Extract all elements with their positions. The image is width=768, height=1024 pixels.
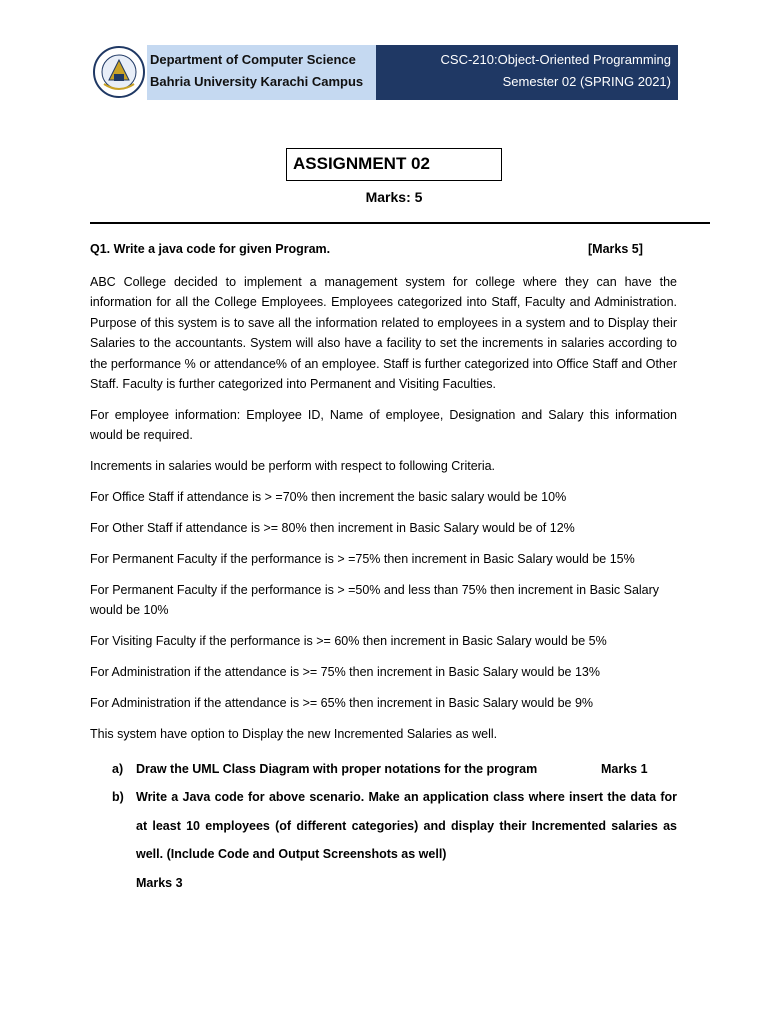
course-name: CSC-210:Object-Oriented Programming bbox=[440, 52, 671, 67]
criteria-administration-75: For Administration if the attendance is >= 75% then increment in Basic Salary would be 13% bbox=[90, 665, 601, 680]
campus-name: Bahria University Karachi Campus bbox=[150, 74, 364, 89]
university-logo bbox=[92, 44, 146, 100]
criteria-office-staff: For Office Staff if attendance is > =70% then increment the basic salary would be 10% bbox=[90, 490, 567, 505]
task-a-text: Draw the UML Class Diagram with proper notations for the program bbox=[136, 761, 538, 776]
task-b-text: Write a Java code for above scenario. Make an application class where insert the data for at least 10 employees (of different categories) and display their Incremented salaries as well. (Include Code and Output Screenshots as well) bbox=[136, 790, 677, 862]
criteria-visiting-faculty: For Visiting Faculty if the performance is >= 60% then increment in Basic Salary would be 5% bbox=[90, 634, 607, 649]
assignment-title: ASSIGNMENT 02 bbox=[286, 148, 502, 181]
task-b bbox=[90, 783, 677, 897]
task-a-label: a) bbox=[112, 761, 124, 776]
paragraph-display-option: This system have option to Display the new Incremented Salaries as well. bbox=[90, 726, 498, 741]
question-heading bbox=[90, 242, 678, 256]
total-marks: Marks: 5 bbox=[365, 189, 423, 205]
criteria-permanent-faculty-75: For Permanent Faculty if the performance is > =75% then increment in Basic Salary would be 15% bbox=[90, 551, 635, 566]
divider bbox=[90, 222, 710, 224]
task-a bbox=[90, 755, 677, 784]
paragraph-criteria: Increments in salaries would be perform with respect to following Criteria. bbox=[90, 459, 496, 474]
criteria-permanent-faculty-50: For Permanent Faculty if the performance is > =50% and less than 75% then increment in Basic Salary would be 10% bbox=[90, 582, 660, 618]
header-right-band bbox=[376, 45, 678, 100]
task-a-marks: Marks 1 bbox=[601, 761, 648, 776]
question-text: Q1. Write a java code for given Program. bbox=[90, 242, 331, 256]
paragraph-intro: ABC College decided to implement a management system for college where they can have the information for all the College Employees. Employees categorized into Staff, Faculty and Administration. Purpose of this system is to save all the information related to employees in a system and to Display their Salaries to the accountants. System will also have a facility to set the increments in salaries according to the performance % or attendance% of an employee. Staff is further categorized into Office Staff and Other Staff. Faculty is further categorized into Permanent and Visiting Faculties. bbox=[90, 275, 677, 392]
assignment-body bbox=[90, 272, 677, 897]
paragraph-employee-info: For employee information: Employee ID, Name of employee, Designation and Salary this information would be required. bbox=[90, 407, 677, 443]
semester-label: Semester 02 (SPRING 2021) bbox=[502, 74, 671, 89]
task-b-marks: Marks 3 bbox=[136, 875, 183, 890]
header-left-band bbox=[147, 45, 376, 100]
task-b-label: b) bbox=[112, 790, 124, 805]
criteria-other-staff: For Other Staff if attendance is >= 80% then increment in Basic Salary would be of 12% bbox=[90, 521, 575, 536]
department-name: Department of Computer Science bbox=[150, 52, 356, 67]
question-marks: [Marks 5] bbox=[588, 242, 643, 256]
criteria-administration-65: For Administration if the attendance is >= 65% then increment in Basic Salary would be 9% bbox=[90, 696, 594, 710]
